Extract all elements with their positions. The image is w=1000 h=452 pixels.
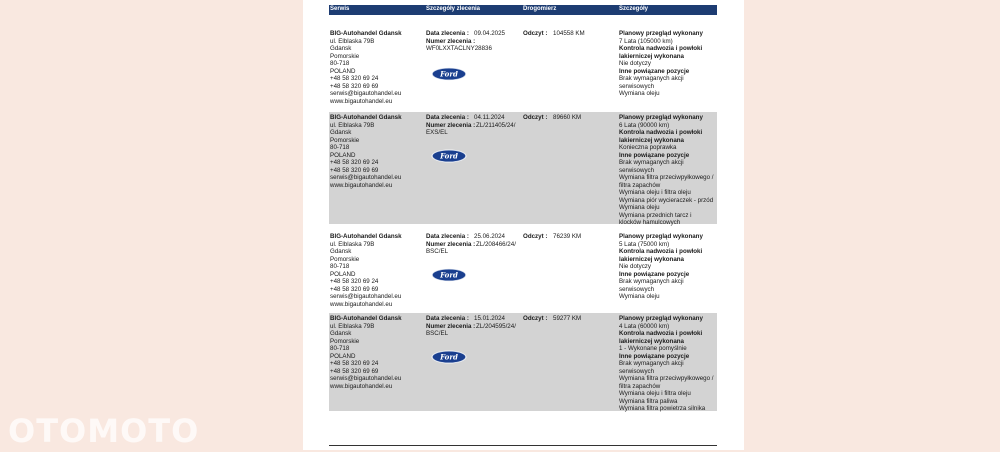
ford-logo bbox=[431, 149, 467, 163]
odometer-value: 89660 KM bbox=[553, 114, 582, 121]
otomoto-watermark: OTOMOTO bbox=[8, 412, 200, 450]
service-details bbox=[619, 233, 715, 301]
service-line: ul. Elblaska 79B bbox=[330, 240, 375, 248]
service-line: POLAND bbox=[330, 151, 356, 159]
service-line: Gdansk bbox=[330, 248, 352, 255]
table-header bbox=[329, 5, 717, 15]
odometer-label: Odczyt : bbox=[523, 114, 548, 121]
service-line: Gdansk bbox=[330, 129, 352, 136]
order-date-value: 15.01.2024 bbox=[474, 315, 505, 322]
detail-line: 1 - Wykonane pomyślnie bbox=[619, 345, 687, 352]
detail-line: Wymiana oleju bbox=[619, 204, 660, 211]
order-number-label: Numer zlecenia : bbox=[426, 37, 476, 45]
order-date-value: 25.06.2024 bbox=[474, 233, 505, 240]
service-line: BIG-Autohandel Gdansk bbox=[330, 30, 402, 37]
ford-logo-text: Ford bbox=[440, 270, 458, 280]
odometer-reading bbox=[523, 30, 613, 38]
detail-line: Planowy przegląd wykonany bbox=[619, 315, 703, 322]
service-line: BIG-Autohandel Gdansk bbox=[330, 315, 402, 322]
detail-line: Wymiana piór wycieraczek - przód bbox=[619, 196, 714, 204]
ford-logo bbox=[431, 350, 467, 364]
service-details bbox=[619, 114, 715, 227]
service-details bbox=[619, 30, 715, 98]
order-date-label: Data zlecenia : bbox=[426, 233, 469, 240]
service-line: +48 58 320 69 24 bbox=[330, 278, 379, 285]
detail-line: Wymiana filtra przeciwpyłkowego / filtra zapachów bbox=[619, 375, 714, 390]
service-line: www.bigautohandel.eu bbox=[330, 97, 393, 105]
service-line: +48 58 320 69 69 bbox=[330, 285, 379, 293]
odometer-reading bbox=[523, 315, 613, 323]
page-footer bbox=[329, 445, 717, 452]
odometer-reading bbox=[523, 114, 613, 122]
detail-line: Kontrola nadwozia i powłoki lakierniczej wykonana bbox=[619, 45, 703, 60]
header-order-details: Szczegóły zlecenia bbox=[426, 6, 481, 12]
odometer-value: 76239 KM bbox=[553, 233, 582, 240]
service-line: www.bigautohandel.eu bbox=[330, 382, 393, 390]
order-details bbox=[426, 315, 520, 338]
odometer-label: Odczyt : bbox=[523, 30, 548, 37]
order-date-value: 04.11.2024 bbox=[474, 114, 505, 121]
service-line: +48 58 320 69 69 bbox=[330, 82, 379, 90]
order-number-extra: BSC/EL bbox=[426, 248, 449, 255]
order-date-value: 09.04.2025 bbox=[474, 30, 505, 37]
odometer-value: 59277 KM bbox=[553, 315, 582, 322]
service-line: POLAND bbox=[330, 67, 356, 75]
detail-line: Brak wymaganych akcji serwisowych bbox=[619, 278, 684, 293]
order-number-value: ZL/208466/24/ bbox=[476, 240, 516, 248]
detail-line: Wymiana filtra przeciwpyłkowego / filtra zapachów bbox=[619, 174, 714, 189]
order-number-extra: BSC/EL bbox=[426, 330, 449, 337]
detail-line: Wymiana oleju i filtra oleju bbox=[619, 390, 691, 397]
order-number-label: Numer zlecenia : bbox=[426, 121, 476, 129]
header-service: Serwis bbox=[330, 6, 350, 12]
order-number-extra: WF0LXXTACLNY28836 bbox=[426, 45, 492, 52]
order-details bbox=[426, 30, 520, 53]
ford-logo-icon bbox=[431, 67, 467, 81]
service-line: +48 58 320 69 24 bbox=[330, 360, 379, 367]
detail-line: Wymiana oleju i filtra oleju bbox=[619, 189, 691, 196]
service-line: 80-718 bbox=[330, 144, 350, 151]
service-line: Pomorskie bbox=[330, 255, 360, 263]
detail-line: Kontrola nadwozia i powłoki lakierniczej wykonana bbox=[619, 248, 703, 263]
odometer-label: Odczyt : bbox=[523, 233, 548, 240]
detail-line: Planowy przegląd wykonany bbox=[619, 30, 703, 37]
service-line: ul. Elblaska 79B bbox=[330, 121, 375, 129]
detail-line: 5 Lata (75000 km) bbox=[619, 240, 670, 248]
ford-logo-icon bbox=[431, 350, 467, 364]
service-line: Gdansk bbox=[330, 45, 352, 52]
detail-line: Wymiana filtra paliwa bbox=[619, 397, 678, 405]
ford-logo-text: Ford bbox=[440, 69, 458, 79]
service-address bbox=[330, 30, 422, 105]
service-address bbox=[330, 114, 422, 189]
order-date-label: Data zlecenia : bbox=[426, 114, 469, 121]
service-line: ul. Elblaska 79B bbox=[330, 322, 375, 330]
ford-logo-icon bbox=[431, 149, 467, 163]
service-details bbox=[619, 315, 715, 413]
detail-line: Kontrola nadwozia i powłoki lakierniczej wykonana bbox=[619, 330, 703, 345]
detail-line: Wymiana filtra powietrza silnika bbox=[619, 405, 706, 412]
detail-line: Kontrola nadwozia i powłoki lakierniczej wykonana bbox=[619, 129, 703, 144]
service-address bbox=[330, 233, 422, 308]
service-line: serwis@bigautohandel.eu bbox=[330, 293, 402, 300]
odometer-value: 104558 KM bbox=[553, 30, 585, 37]
detail-line: Inne powiązane pozycje bbox=[619, 67, 690, 75]
ford-logo-text: Ford bbox=[440, 151, 458, 161]
detail-line: Nie dotyczy bbox=[619, 60, 651, 67]
order-number-label: Numer zlecenia : bbox=[426, 322, 476, 330]
detail-line: Planowy przegląd wykonany bbox=[619, 233, 703, 240]
detail-line: Planowy przegląd wykonany bbox=[619, 114, 703, 121]
order-date-label: Data zlecenia : bbox=[426, 315, 469, 322]
detail-line: Wymiana przednich tarcz i klocków hamulcowych bbox=[619, 211, 692, 226]
order-details bbox=[426, 233, 520, 256]
ford-logo bbox=[431, 67, 467, 81]
service-line: Gdansk bbox=[330, 330, 352, 337]
header-details: Szczegóły bbox=[619, 6, 649, 12]
service-line: serwis@bigautohandel.eu bbox=[330, 174, 402, 181]
order-number-value: ZL/211405/24/ bbox=[476, 121, 516, 129]
service-line: serwis@bigautohandel.eu bbox=[330, 375, 402, 382]
service-line: 80-718 bbox=[330, 263, 350, 270]
detail-line: Nie dotyczy bbox=[619, 263, 651, 270]
service-line: www.bigautohandel.eu bbox=[330, 300, 393, 308]
table-row bbox=[329, 231, 717, 307]
detail-line: 4 Lata (60000 km) bbox=[619, 322, 670, 330]
table-row bbox=[329, 28, 717, 112]
detail-line: Inne powiązane pozycje bbox=[619, 151, 690, 159]
ford-logo bbox=[431, 268, 467, 282]
detail-line: 6 Lata (90000 km) bbox=[619, 121, 670, 129]
service-line: Pomorskie bbox=[330, 52, 360, 60]
service-line: Pomorskie bbox=[330, 337, 360, 345]
detail-line: Brak wymaganych akcji serwisowych bbox=[619, 159, 684, 174]
service-line: +48 58 320 69 24 bbox=[330, 159, 379, 166]
ford-logo-icon bbox=[431, 268, 467, 282]
detail-line: Wymiana oleju bbox=[619, 90, 660, 97]
header-odometer: Drogomierz bbox=[523, 6, 557, 12]
service-line: Pomorskie bbox=[330, 136, 360, 144]
detail-line: Brak wymaganych akcji serwisowych bbox=[619, 360, 684, 375]
detail-line: Wymiana oleju bbox=[619, 293, 660, 300]
service-line: +48 58 320 69 24 bbox=[330, 75, 379, 82]
order-details bbox=[426, 114, 520, 137]
service-address bbox=[330, 315, 422, 390]
service-line: serwis@bigautohandel.eu bbox=[330, 90, 402, 97]
ford-logo-text: Ford bbox=[440, 352, 458, 362]
service-line: www.bigautohandel.eu bbox=[330, 181, 393, 189]
service-line: 80-718 bbox=[330, 345, 350, 352]
detail-line: Inne powiązane pozycje bbox=[619, 270, 690, 278]
service-line: BIG-Autohandel Gdansk bbox=[330, 233, 402, 240]
service-line: +48 58 320 69 69 bbox=[330, 367, 379, 375]
table-row bbox=[329, 313, 717, 411]
order-date-label: Data zlecenia : bbox=[426, 30, 469, 37]
detail-line: Inne powiązane pozycje bbox=[619, 352, 690, 360]
service-line: ul. Elblaska 79B bbox=[330, 37, 375, 45]
order-number-extra: EXS/EL bbox=[426, 129, 448, 136]
order-number-label: Numer zlecenia : bbox=[426, 240, 476, 248]
service-line: 80-718 bbox=[330, 60, 350, 67]
detail-line: Konieczna poprawka bbox=[619, 144, 677, 151]
detail-line: Brak wymaganych akcji serwisowych bbox=[619, 75, 684, 90]
service-line: BIG-Autohandel Gdansk bbox=[330, 114, 402, 121]
service-line: POLAND bbox=[330, 270, 356, 278]
odometer-reading bbox=[523, 233, 613, 241]
order-number-value: ZL/204595/24/ bbox=[476, 322, 516, 330]
service-line: POLAND bbox=[330, 352, 356, 360]
detail-line: 7 Lata (105000 km) bbox=[619, 37, 673, 45]
table-row bbox=[329, 112, 717, 224]
service-line: +48 58 320 69 69 bbox=[330, 166, 379, 174]
odometer-label: Odczyt : bbox=[523, 315, 548, 322]
